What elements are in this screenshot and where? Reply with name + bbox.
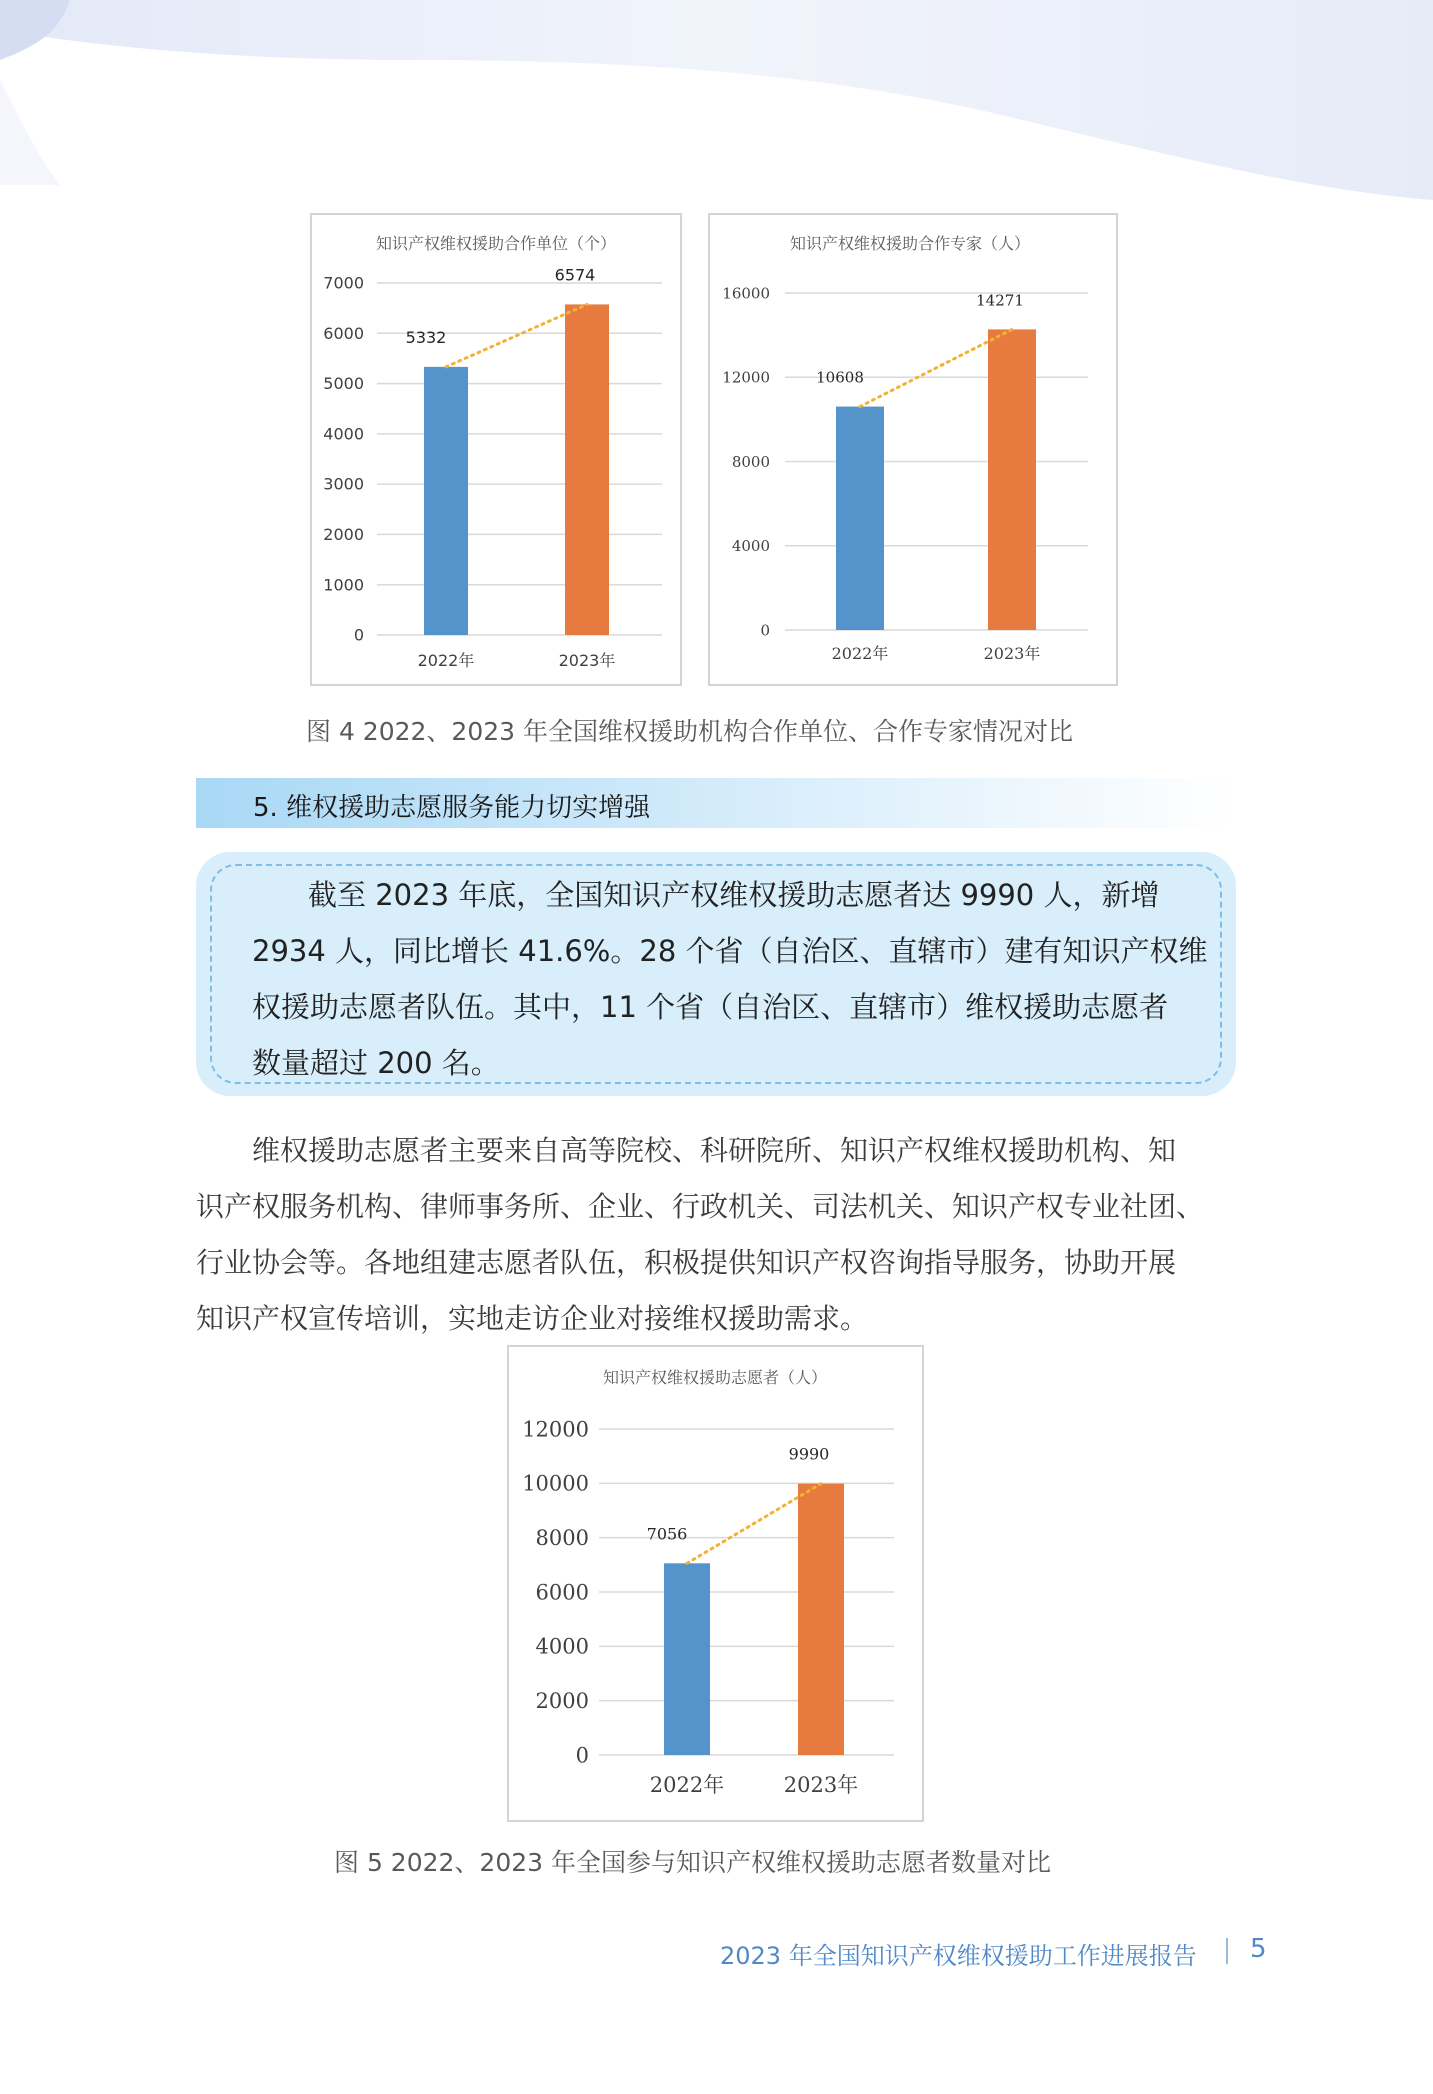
y-tick-label: 6000 (535, 1580, 589, 1605)
y-tick-label: 1000 (323, 575, 364, 595)
x-tick-label: 2023年 (558, 651, 616, 670)
y-tick-label: 3000 (323, 474, 364, 494)
y-tick-label: 2000 (323, 525, 364, 545)
y-tick-label: 2000 (535, 1689, 589, 1714)
page-number: 5 (1250, 1934, 1267, 1964)
chart-volunteers (507, 1345, 924, 1822)
chart-title: 知识产权维权援助合作单位（个） (375, 234, 617, 253)
x-tick-label: 2022年 (831, 644, 889, 663)
y-tick-label: 6000 (323, 323, 364, 343)
section-title: 5. 维权援助志愿服务能力切实增强 (253, 793, 651, 823)
data-label: 7056 (646, 1524, 688, 1544)
figure-4-caption: 图 4 2022、2023 年全国维权援助机构合作单位、合作专家情况对比 (306, 717, 1073, 746)
bar-2023年 (988, 329, 1036, 630)
y-tick-label: 0 (760, 621, 770, 640)
y-tick-label: 4000 (731, 537, 770, 555)
body-line: 维权援助志愿者主要来自高等院校、科研院所、知识产权维权援助机构、知 (252, 1134, 1177, 1167)
body-line: 识产权服务机构、律师事务所、企业、行政机关、司法机关、知识产权专业社团、 (196, 1190, 1205, 1223)
header-wave-decoration (0, 0, 1433, 230)
bar-2023年 (565, 304, 609, 635)
y-tick-label: 16000 (722, 284, 770, 303)
y-tick-label: 12000 (722, 368, 770, 387)
figure-5-caption: 图 5 2022、2023 年全国参与知识产权维权援助志愿者数量对比 (334, 1848, 1051, 1877)
chart-cooperation-experts (708, 213, 1118, 686)
bar-2023年 (798, 1484, 844, 1755)
y-tick-label: 8000 (731, 452, 770, 471)
y-tick-label: 0 (575, 1743, 589, 1768)
x-tick-label: 2022年 (417, 651, 475, 670)
y-tick-label: 4000 (535, 1634, 589, 1659)
chart-cooperation-units-plot (312, 215, 680, 684)
chart-title: 知识产权维权援助志愿者（人） (602, 1368, 828, 1387)
body-line: 行业协会等。各地组建志愿者队伍，积极提供知识产权咨询指导服务，协助开展 (196, 1246, 1177, 1279)
data-label: 10608 (816, 368, 864, 387)
y-tick-label: 0 (353, 625, 364, 645)
x-tick-label: 2023年 (783, 1773, 859, 1797)
body-line: 知识产权宣传培训，实地走访企业对接维权援助需求。 (196, 1302, 869, 1335)
chart-cooperation-units (310, 213, 682, 686)
highlight-line: 截至 2023 年底，全国知识产权维权援助志愿者达 9990 人，新增 (308, 878, 1160, 912)
footer-report-title: 2023 年全国知识产权维权援助工作进展报告 (720, 1942, 1197, 1970)
highlight-line: 2934 人，同比增长 41.6%。28 个省（自治区、直辖市）建有知识产权维 (252, 934, 1208, 968)
x-tick-label: 2022年 (649, 1773, 725, 1797)
y-tick-label: 5000 (323, 374, 364, 394)
highlight-line: 权援助志愿者队伍。其中，11 个省（自治区、直辖市）维权援助志愿者 (252, 990, 1169, 1024)
data-label: 9990 (788, 1444, 830, 1464)
y-tick-label: 8000 (535, 1526, 589, 1551)
highlight-line: 数量超过 200 名。 (252, 1046, 500, 1080)
y-tick-label: 4000 (323, 424, 364, 444)
data-label: 6574 (554, 265, 596, 285)
y-tick-label: 12000 (522, 1417, 589, 1442)
chart-cooperation-experts-plot (710, 215, 1116, 684)
bar-2022年 (836, 407, 884, 630)
bar-2022年 (664, 1563, 710, 1755)
chart-title: 知识产权维权援助合作专家（人） (789, 234, 1031, 253)
y-tick-label: 10000 (522, 1471, 589, 1496)
data-label: 5332 (405, 327, 447, 347)
x-tick-label: 2023年 (983, 644, 1041, 663)
footer-separator (1226, 1938, 1228, 1964)
y-tick-label: 7000 (323, 273, 364, 293)
data-label: 14271 (976, 291, 1024, 310)
chart-volunteers-plot (509, 1347, 922, 1820)
bar-2022年 (424, 367, 468, 635)
